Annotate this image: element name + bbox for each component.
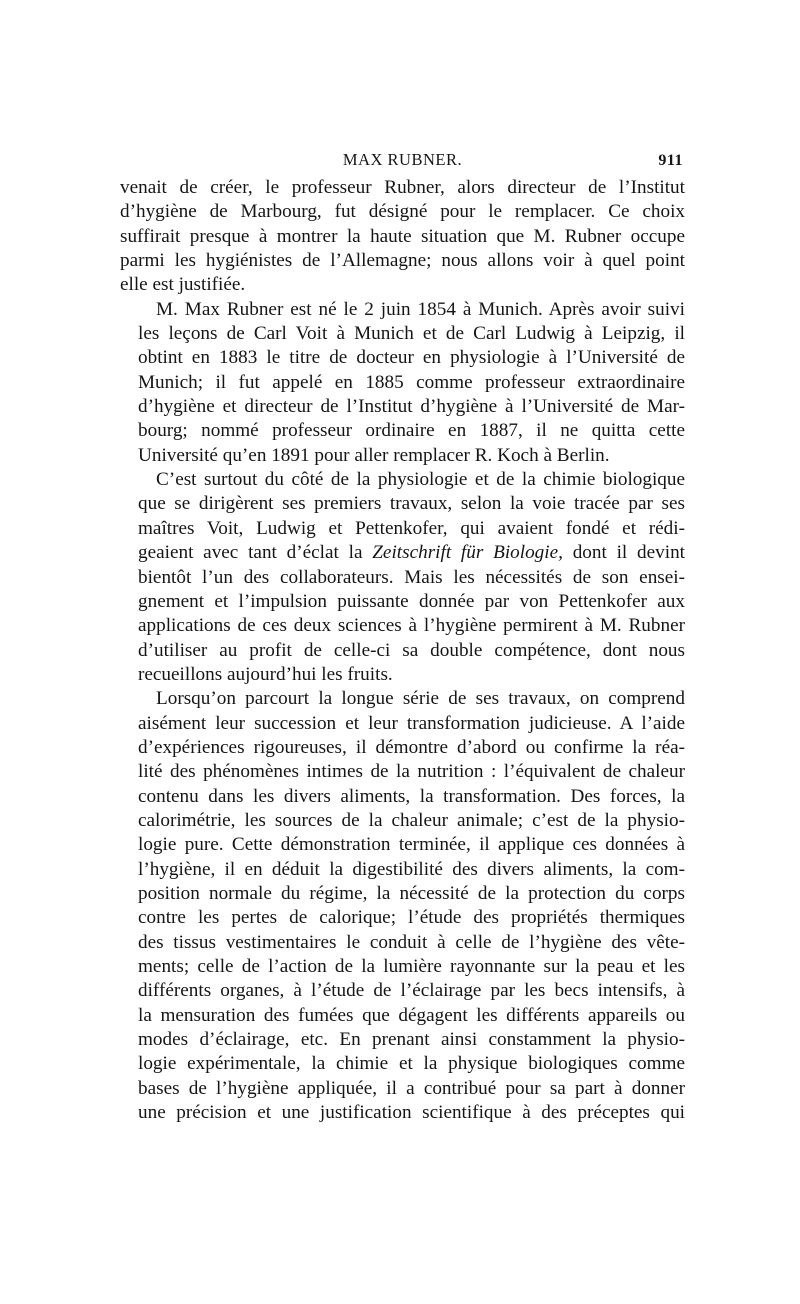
- text-line-with-journal: [120, 541, 685, 565]
- text-line: contenu dans les divers aliments, la transformation. Des forces, la: [138, 785, 685, 807]
- paragraph-3: [120, 468, 685, 687]
- text-line: logie pure. Cette démonstration terminée, il applique ces données à: [138, 834, 685, 856]
- text-line: parmi les hygiénistes de l’Allemagne; nous allons voir à quel point: [120, 250, 685, 272]
- text-line: suffirait presque à montrer la haute situation que M. Rubner occupe: [120, 225, 685, 247]
- text-line: différents organes, à l’étude de l’éclairage par les becs intensifs, à: [138, 980, 685, 1002]
- text-line: d’expériences rigoureuses, il démontre d’abord ou confirme la réa-: [138, 736, 685, 758]
- text-line: bourg; nommé professeur ordinaire en 1887, il ne quitta cette: [138, 420, 685, 442]
- text-line: maîtres Voit, Ludwig et Pettenkofer, qui avaient fondé et rédi-: [138, 517, 685, 539]
- text-line: des tissus vestimentaires le conduit à celle de l’hygiène des vête-: [138, 931, 685, 953]
- text-line: logie expérimentale, la chimie et la physique biologiques comme: [138, 1053, 685, 1075]
- text-line: Université qu’en 1891 pour aller remplacer R. Koch à Berlin.: [138, 444, 610, 466]
- paragraph-1: [120, 176, 685, 298]
- book-page: [120, 146, 685, 1125]
- text-line: Lorsqu’on parcourt la longue série de ses travaux, on comprend: [156, 688, 685, 710]
- journal-title: Zeitschrift für Biologie,: [372, 542, 563, 564]
- text-fragment: geaient avec tant d’éclat la: [138, 542, 373, 564]
- text-line: bientôt l’un des collaborateurs. Mais les nécessités de son ensei-: [138, 566, 685, 588]
- running-header: [120, 146, 685, 176]
- paragraph-2: [120, 298, 685, 468]
- text-line: M. Max Rubner est né le 2 juin 1854 à Munich. Après avoir suivi: [156, 298, 685, 320]
- text-line: modes d’éclairage, etc. En prenant ainsi constamment la physio-: [138, 1029, 685, 1051]
- text-line: d’hygiène de Marbourg, fut désigné pour le remplacer. Ce choix: [120, 201, 685, 223]
- text-line: elle est justifiée.: [120, 274, 246, 296]
- text-line: gnement et l’impulsion puissante donnée par von Pettenkofer aux: [138, 590, 685, 612]
- text-line: d’utiliser au profit de celle-ci sa double compétence, dont nous: [138, 639, 685, 661]
- text-fragment: dont il devint: [562, 542, 685, 564]
- text-line: recueillons aujourd’hui les fruits.: [138, 663, 393, 685]
- text-line: C’est surtout du côté de la physiologie et de la chimie biologique: [156, 469, 685, 491]
- text-line: la mensuration des fumées que dégagent les différents appareils ou: [138, 1004, 685, 1026]
- text-line: obtint en 1883 le titre de docteur en physiologie à l’Université de: [138, 347, 685, 369]
- text-line: bases de l’hygiène appliquée, il a contribué pour sa part à donner: [138, 1077, 685, 1099]
- text-line: applications de ces deux sciences à l’hygiène permirent à M. Rubner: [138, 615, 685, 637]
- text-line: position normale du régime, la nécessité de la protection du corps: [138, 882, 685, 904]
- text-line: que se dirigèrent ses premiers travaux, selon la voie tracée par ses: [138, 493, 685, 515]
- text-line: d’hygiène et directeur de l’Institut d’hygiène à l’Université de Mar-: [138, 396, 685, 418]
- text-line: contre les pertes de calorique; l’étude des propriétés thermiques: [138, 907, 685, 929]
- page-number: 911: [658, 152, 683, 169]
- text-line: les leçons de Carl Voit à Munich et de Carl Ludwig à Leipzig, il: [138, 323, 685, 345]
- text-line: ments; celle de l’action de la lumière rayonnante sur la peau et les: [138, 956, 685, 977]
- text-line: aisément leur succession et leur transformation judicieuse. A l’aide: [138, 712, 685, 734]
- text-line: une précision et une justification scientifique à des préceptes qui: [138, 1102, 685, 1124]
- body-text: [120, 176, 685, 1125]
- paragraph-4: [120, 687, 685, 1125]
- text-line: calorimétrie, les sources de la chaleur animale; c’est de la physio-: [138, 809, 685, 831]
- text-line: lité des phénomènes intimes de la nutrition : l’équivalent de chaleur: [138, 761, 685, 783]
- text-line: Munich; il fut appelé en 1885 comme professeur extraordinaire: [138, 371, 685, 393]
- running-title: MAX RUBNER.: [342, 150, 463, 169]
- text-line: venait de créer, le professeur Rubner, alors directeur de l’Institut: [120, 177, 685, 198]
- text-line: l’hygiène, il en déduit la digestibilité des divers aliments, la com-: [138, 858, 685, 880]
